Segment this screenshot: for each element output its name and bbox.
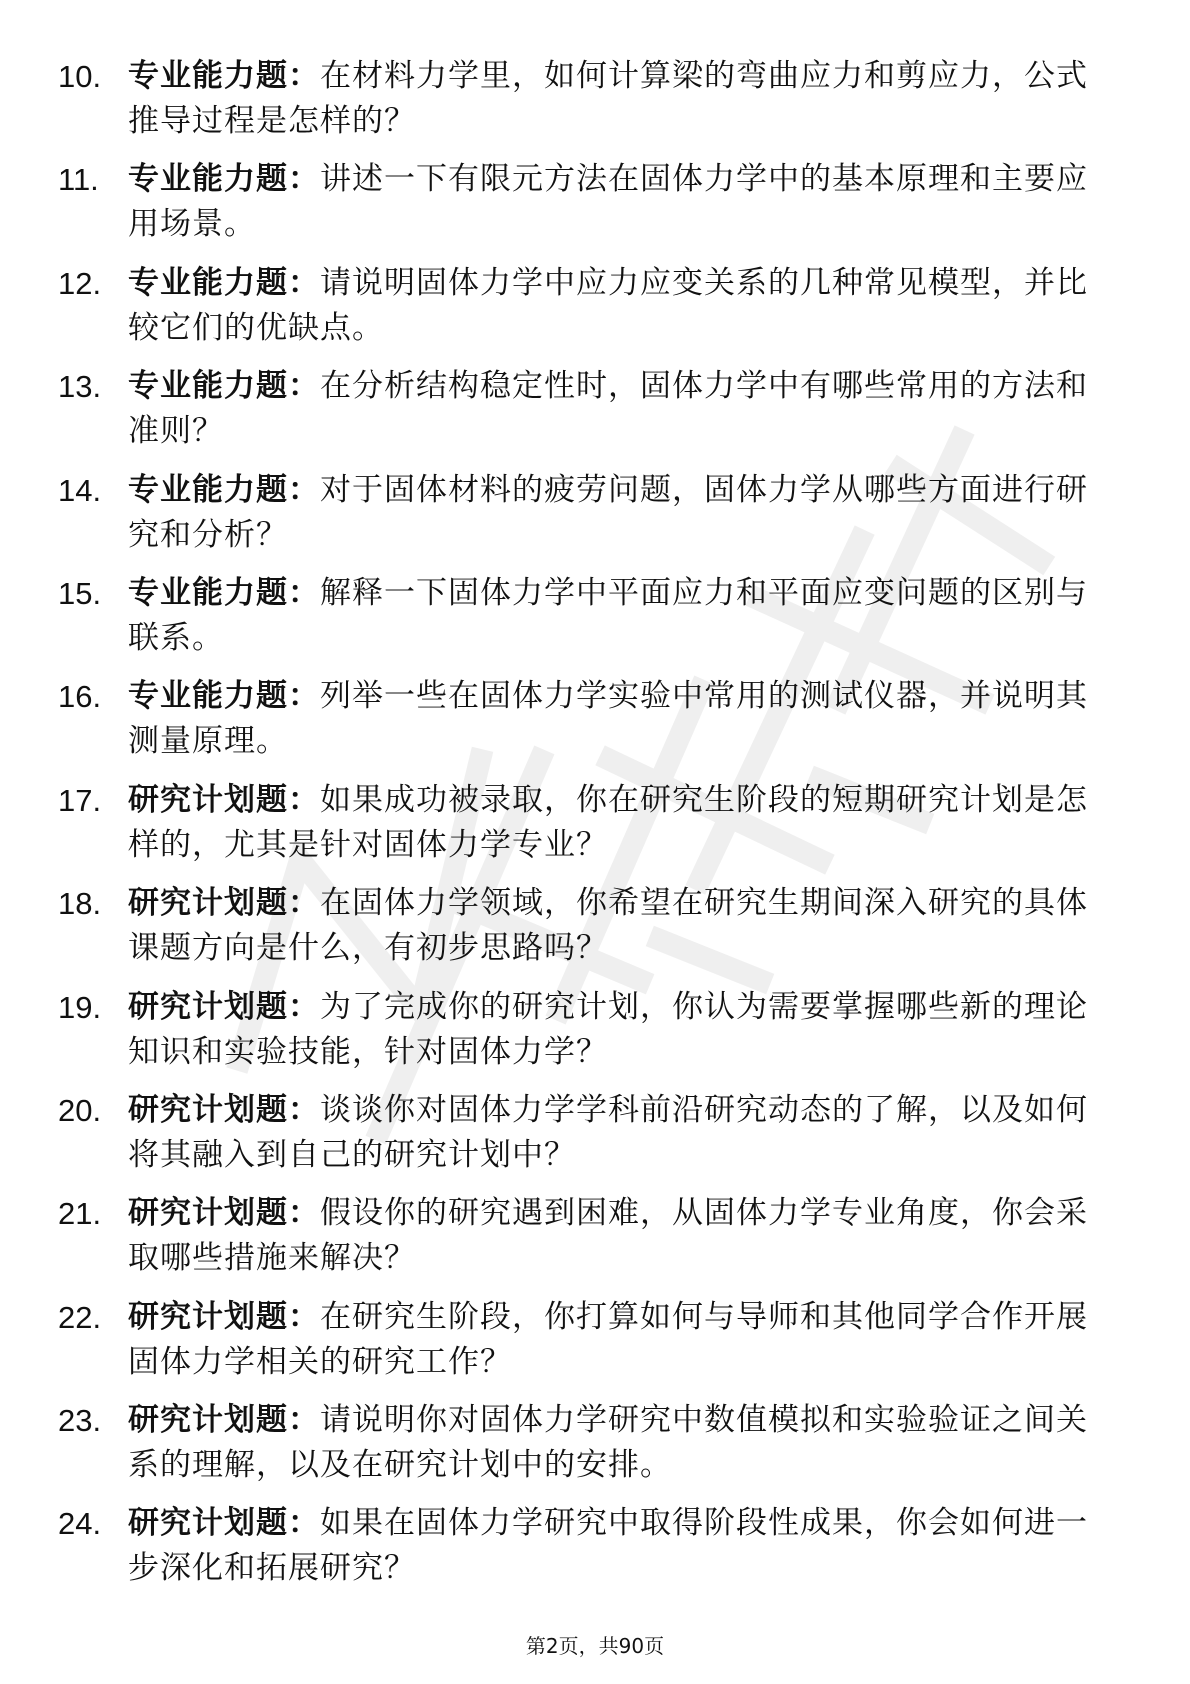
question-item xyxy=(58,157,1118,260)
question-item xyxy=(58,1088,1118,1191)
question-number: 11. xyxy=(58,162,99,198)
question-category: 专业能力题： xyxy=(128,161,320,198)
question-text: 如果在固体力学研究中取得阶段性成果，你会如何进一步深化和拓展研究？ xyxy=(128,1505,1088,1587)
question-text: 在分析结构稳定性时，固体力学中有哪些常用的方法和准则？ xyxy=(128,368,1088,450)
question-number: 17. xyxy=(58,782,102,818)
question-item xyxy=(58,571,1118,674)
page-footer: 第2页，共90页 xyxy=(525,1634,665,1658)
question-body xyxy=(128,1501,1118,1591)
question-number: 16. xyxy=(58,679,102,715)
question-item xyxy=(58,674,1118,777)
question-body xyxy=(128,261,1118,351)
question-number: 12. xyxy=(58,265,102,301)
question-category: 专业能力题： xyxy=(128,678,320,715)
question-number: 24. xyxy=(58,1506,102,1542)
question-category: 研究计划题： xyxy=(128,1091,320,1128)
question-number: 14. xyxy=(58,472,102,508)
question-category: 专业能力题： xyxy=(128,574,320,611)
question-text: 谈谈你对固体力学学科前沿研究动态的了解，以及如何将其融入到自己的研究计划中？ xyxy=(128,1091,1088,1173)
question-body xyxy=(128,985,1118,1075)
question-text: 如果成功被录取，你在研究生阶段的短期研究计划是怎样的，尤其是针对固体力学专业？ xyxy=(128,781,1088,863)
question-body xyxy=(128,1398,1118,1488)
question-category: 研究计划题： xyxy=(128,1298,320,1335)
question-body xyxy=(128,571,1118,661)
question-body xyxy=(128,157,1118,247)
question-body xyxy=(128,1295,1118,1385)
question-category: 专业能力题： xyxy=(128,264,320,301)
question-item xyxy=(58,261,1118,364)
question-item xyxy=(58,985,1118,1088)
question-text: 在固体力学领域，你希望在研究生期间深入研究的具体课题方向是什么，有初步思路吗？ xyxy=(128,885,1088,967)
question-number: 20. xyxy=(58,1092,102,1128)
question-item xyxy=(58,468,1118,571)
question-text: 解释一下固体力学中平面应力和平面应变问题的区别与联系。 xyxy=(128,574,1088,656)
question-item xyxy=(58,1398,1118,1501)
question-text: 对于固体材料的疲劳问题，固体力学从哪些方面进行研究和分析？ xyxy=(128,471,1088,553)
question-body xyxy=(128,1191,1118,1281)
question-body xyxy=(128,364,1118,454)
question-text: 请说明你对固体力学研究中数值模拟和实验验证之间关系的理解，以及在研究计划中的安排。 xyxy=(128,1402,1088,1484)
question-category: 研究计划题： xyxy=(128,988,320,1025)
question-text: 为了完成你的研究计划，你认为需要掌握哪些新的理论知识和实验技能，针对固体力学？ xyxy=(128,988,1088,1070)
question-body xyxy=(128,881,1118,971)
question-text: 假设你的研究遇到困难，从固体力学专业角度，你会采取哪些措施来解决？ xyxy=(128,1195,1088,1277)
question-item xyxy=(58,1501,1118,1604)
question-category: 研究计划题： xyxy=(128,781,320,818)
question-text: 在材料力学里，如何计算梁的弯曲应力和剪应力，公式推导过程是怎样的？ xyxy=(128,58,1088,139)
question-item xyxy=(58,364,1118,467)
question-number: 13. xyxy=(58,369,102,405)
question-number: 22. xyxy=(58,1299,102,1335)
question-item xyxy=(58,778,1118,881)
question-category: 专业能力题： xyxy=(128,471,320,508)
question-category: 研究计划题： xyxy=(128,1402,320,1439)
question-number: 15. xyxy=(58,575,102,611)
question-item xyxy=(58,881,1118,984)
question-number: 18. xyxy=(58,886,102,922)
question-text: 在研究生阶段，你打算如何与导师和其他同学合作开展固体力学相关的研究工作？ xyxy=(128,1298,1088,1380)
question-text: 请说明固体力学中应力应变关系的几种常见模型，并比较它们的优缺点。 xyxy=(128,264,1088,346)
question-item xyxy=(58,54,1118,157)
question-item xyxy=(58,1191,1118,1294)
question-body xyxy=(128,1088,1118,1178)
question-body xyxy=(128,674,1118,764)
question-category: 研究计划题： xyxy=(128,1195,320,1232)
question-text: 列举一些在固体力学实验中常用的测试仪器，并说明其测量原理。 xyxy=(128,678,1088,760)
question-category: 研究计划题： xyxy=(128,885,320,922)
question-item xyxy=(58,1295,1118,1398)
question-text: 讲述一下有限元方法在固体力学中的基本原理和主要应用场景。 xyxy=(128,161,1088,243)
question-body xyxy=(128,468,1118,558)
question-body xyxy=(128,778,1118,868)
question-number: 10. xyxy=(58,59,102,94)
question-body xyxy=(128,54,1118,144)
question-number: 19. xyxy=(58,989,102,1025)
question-category: 专业能力题： xyxy=(128,368,320,405)
question-number: 23. xyxy=(58,1403,102,1439)
question-category: 专业能力题： xyxy=(128,58,320,94)
question-number: 21. xyxy=(58,1196,102,1232)
question-list xyxy=(58,54,1118,1605)
question-category: 研究计划题： xyxy=(128,1505,320,1542)
